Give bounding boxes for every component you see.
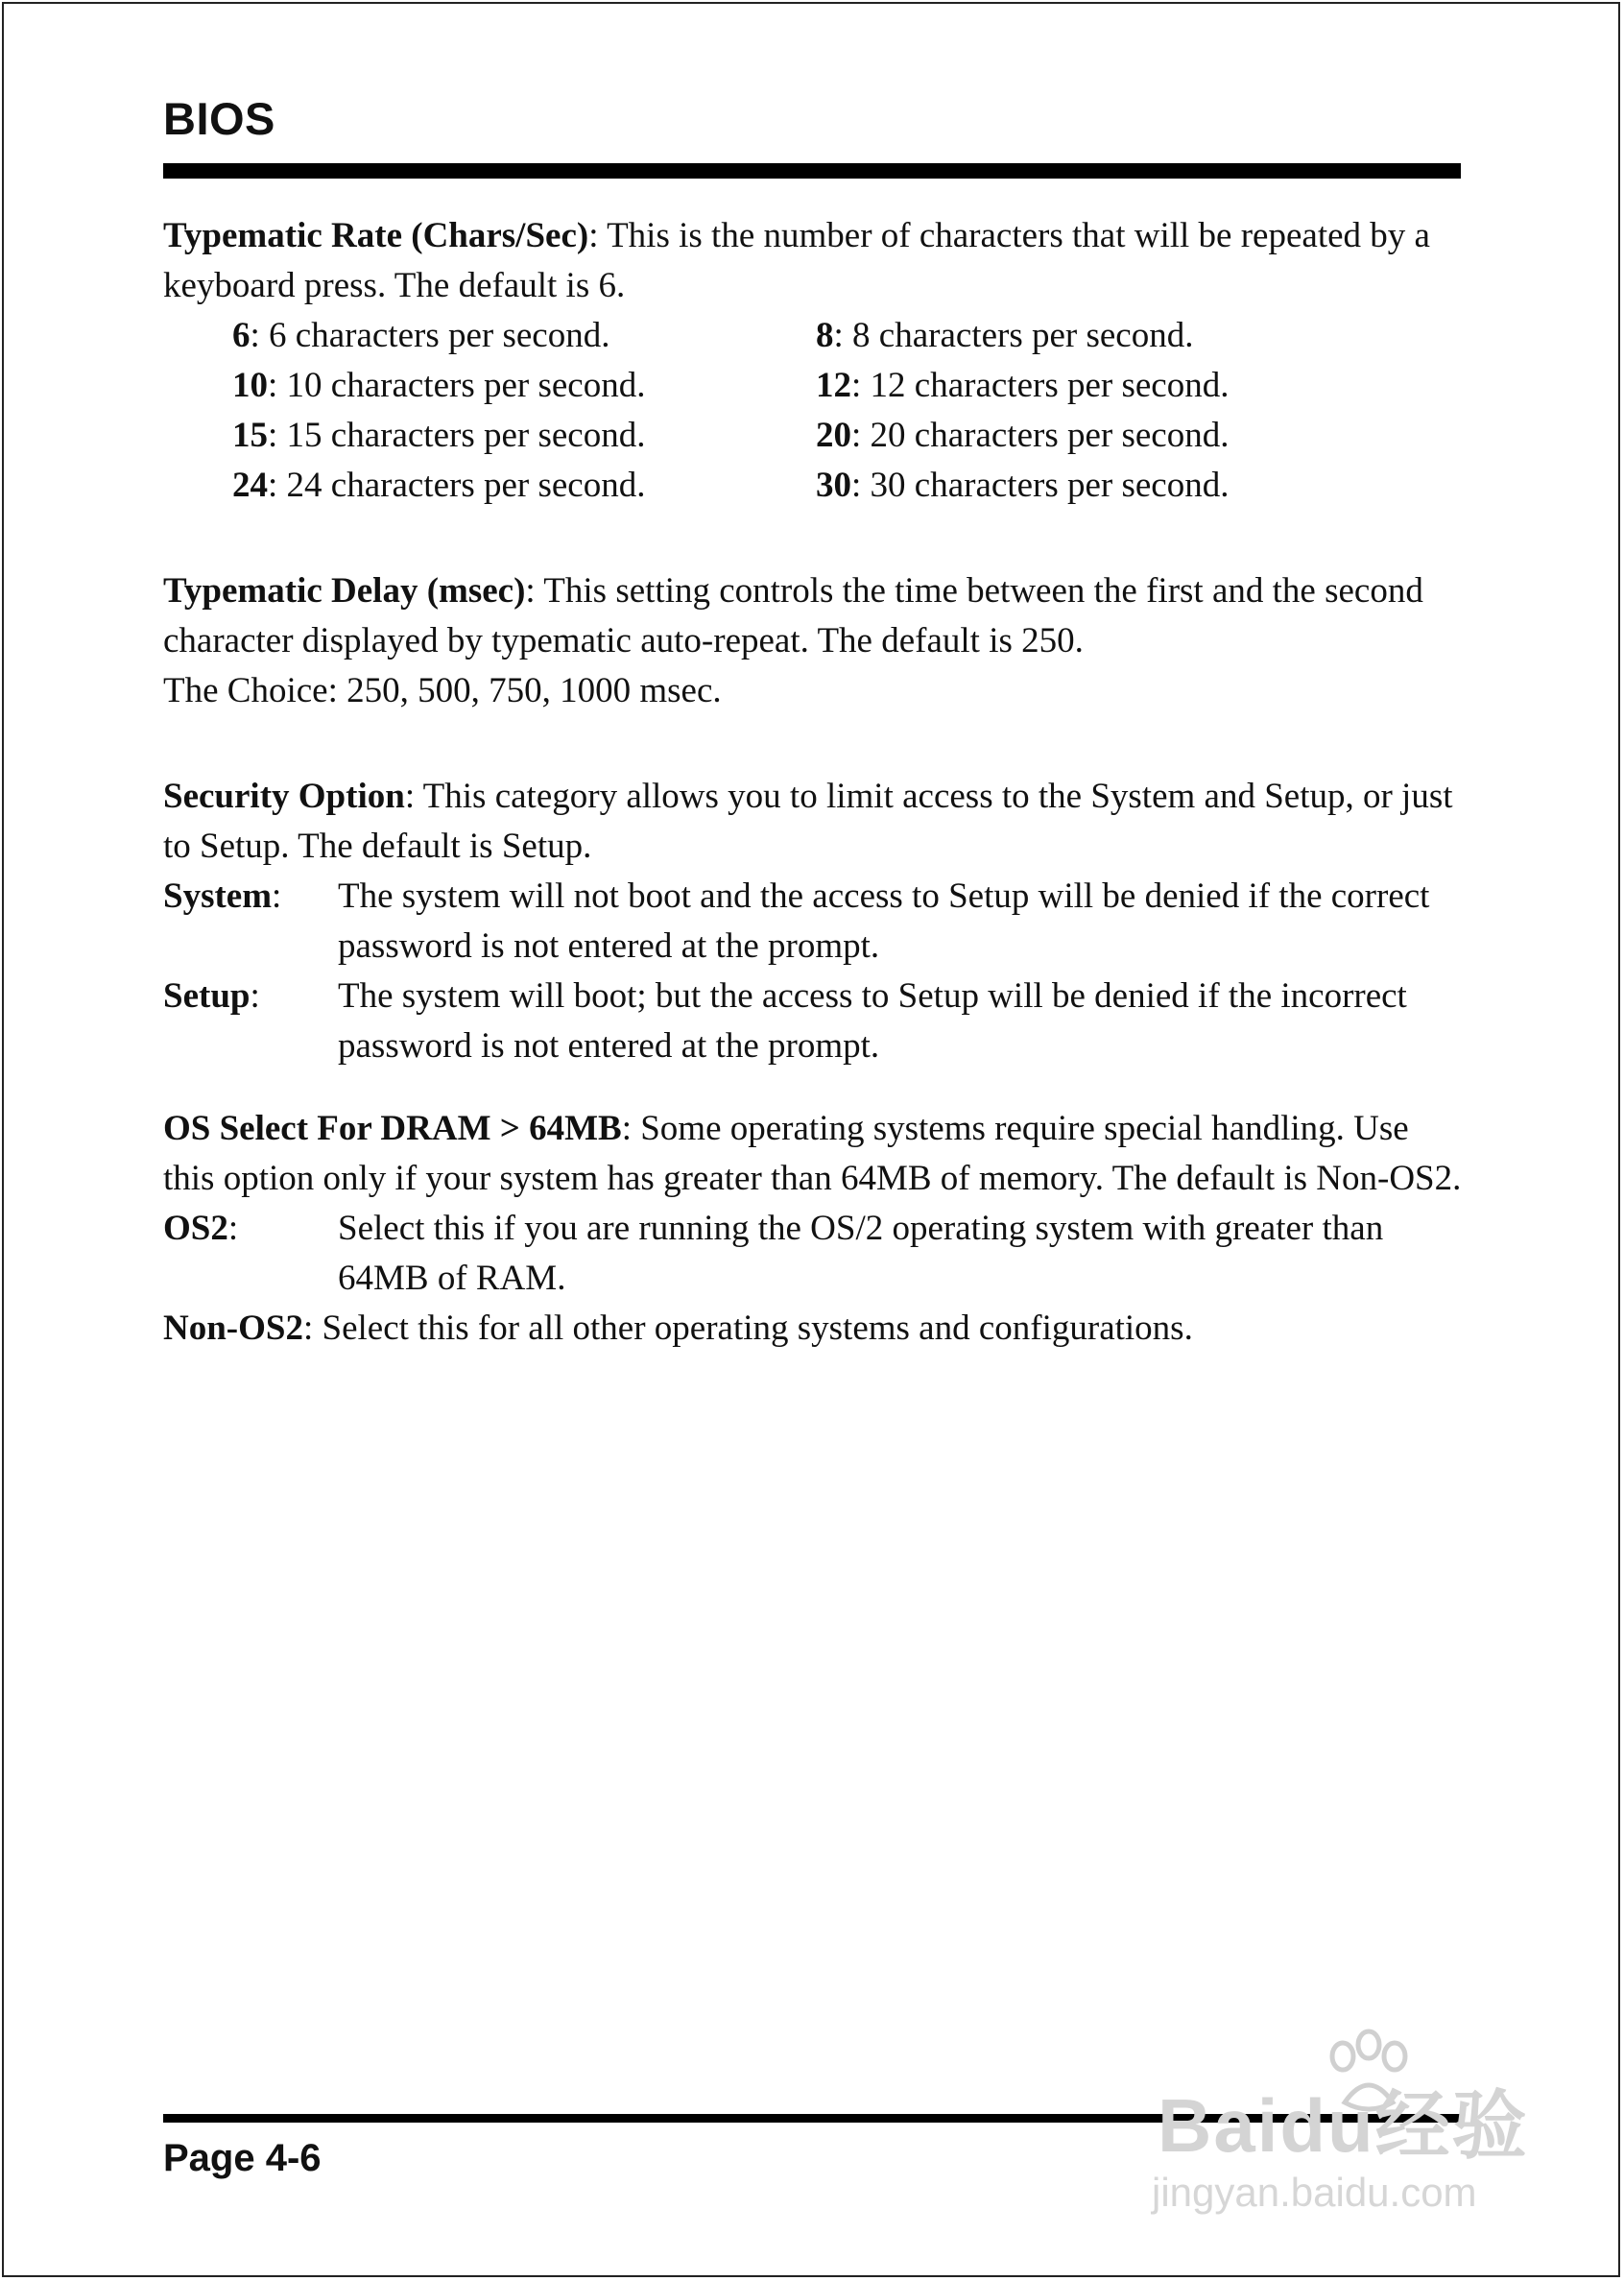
choice-key: 30: [816, 466, 851, 505]
section-typematic-rate: [163, 211, 1469, 511]
definition-row-system: [163, 872, 1469, 972]
choice-text: : 15 characters per second.: [268, 416, 646, 455]
definition-term: [163, 872, 338, 972]
term-label: OS2: [163, 1209, 228, 1248]
spacer: [163, 1071, 1469, 1104]
page-content: [163, 211, 1469, 1354]
definition-row-os2: [163, 1204, 1469, 1304]
typematic-rate-term: Typematic Rate (Chars/Sec): [163, 216, 589, 255]
definition-term: [163, 972, 338, 1071]
os-select-term: OS Select For DRAM > 64MB: [163, 1109, 622, 1148]
choice-item: [232, 461, 816, 511]
definition-text: Select this if you are running the OS/2 operating system with greater than 64MB of RAM.: [338, 1209, 1384, 1298]
typematic-rate-desc: : This is the number of characters that will be repeated by a keyboard press. The default is 6.: [163, 216, 1430, 305]
choice-key: 24: [232, 466, 268, 505]
choice-text: : 30 characters per second.: [851, 466, 1230, 505]
non-os2-text: : Select this for all other operating systems and configurations.: [302, 1309, 1193, 1348]
watermark-url: jingyan.baidu.com: [1152, 2170, 1477, 2215]
choice-key: 15: [232, 416, 268, 455]
spacer: [163, 716, 1469, 772]
choice-key: 20: [816, 416, 851, 455]
term-colon: :: [272, 876, 282, 916]
typematic-delay-choice-line: The Choice: 250, 500, 750, 1000 msec.: [163, 671, 722, 710]
choice-item: [816, 411, 1315, 461]
term-colon: :: [250, 976, 260, 1016]
choice-item: [232, 311, 816, 361]
definition-text: The system will boot; but the access to Setup will be denied if the incorrect password is not entered at the prompt.: [338, 976, 1407, 1066]
choice-item: [232, 361, 816, 411]
security-option-desc: : This category allows you to limit access to the System and Setup, or just to Setup. The default is Setup.: [163, 777, 1453, 866]
typematic-rate-paragraph: [163, 211, 1469, 311]
choice-key: 8: [816, 316, 834, 355]
watermark: [1148, 2028, 1532, 2220]
choice-item: [816, 311, 1315, 361]
term-label: Setup: [163, 976, 251, 1016]
choice-text: : 8 characters per second.: [833, 316, 1194, 355]
choice-text: : 20 characters per second.: [851, 416, 1230, 455]
definition-text: The system will not boot and the access to Setup will be denied if the correct password is not entered at the prompt.: [338, 876, 1430, 966]
term-colon: :: [227, 1209, 239, 1248]
watermark-logo: Baidu经验: [1158, 2083, 1529, 2168]
choice-key: 12: [816, 366, 851, 405]
definition-term: [163, 1204, 338, 1304]
non-os2-line: [163, 1304, 1469, 1354]
choice-text: : 12 characters per second.: [851, 366, 1230, 405]
os-select-desc: : Some operating systems require special handling. Use this option only if your system has greater than 64MB of memory. The default is Non-OS2.: [163, 1109, 1462, 1198]
os-select-paragraph: [163, 1104, 1469, 1204]
section-typematic-delay: [163, 566, 1469, 716]
choice-key: 10: [232, 366, 268, 405]
choice-key: 6: [232, 316, 251, 355]
term-label: System: [163, 876, 273, 916]
security-option-paragraph: [163, 772, 1469, 872]
choice-text: : 10 characters per second.: [268, 366, 646, 405]
typematic-delay-paragraph: [163, 566, 1469, 666]
choice-text: : 6 characters per second.: [250, 316, 610, 355]
page-number: Page 4-6: [163, 2137, 322, 2179]
choice-text: : 24 characters per second.: [268, 466, 646, 505]
section-security-option: [163, 772, 1469, 1071]
section-os-select: [163, 1104, 1469, 1354]
header-title: BIOS: [163, 93, 275, 144]
header-rule: [163, 163, 1461, 179]
typematic-delay-desc: : This setting controls the time between the first and the second character displayed by typematic auto-repeat. The default is 250.: [163, 571, 1423, 660]
choice-item: [816, 461, 1315, 511]
choice-item: [232, 411, 816, 461]
spacer: [163, 511, 1469, 566]
typematic-delay-term: Typematic Delay (msec): [163, 571, 526, 611]
typematic-rate-choices: [232, 311, 1469, 511]
choice-item: [816, 361, 1315, 411]
non-os2-term: Non-OS2: [163, 1309, 303, 1348]
definition-row-setup: [163, 972, 1469, 1071]
security-option-term: Security Option: [163, 777, 405, 816]
